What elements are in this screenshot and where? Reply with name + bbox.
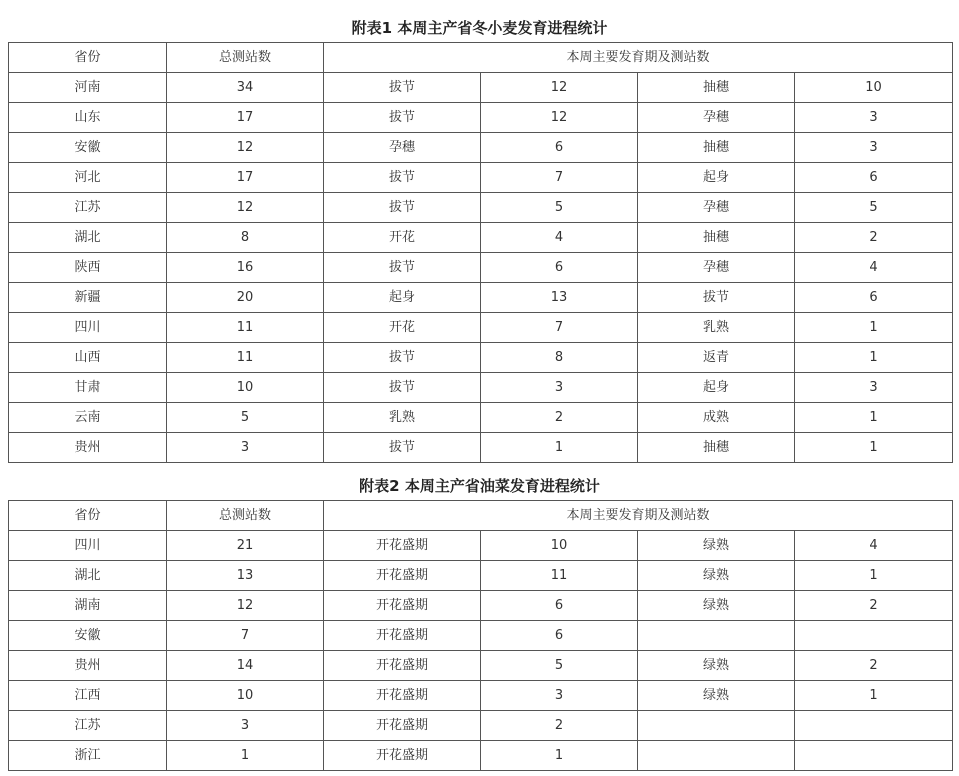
header-province: 省份	[9, 501, 167, 531]
stage1-count-cell: 6	[481, 253, 638, 283]
province-cell: 河南	[9, 73, 167, 103]
province-cell: 安徽	[9, 133, 167, 163]
stage1-name-cell: 拔节	[324, 373, 481, 403]
stage2-count-cell: 3	[795, 133, 953, 163]
table-row	[9, 73, 953, 103]
stage2-name-cell: 绿熟	[638, 651, 795, 681]
stage1-name-cell: 开花盛期	[324, 711, 481, 741]
stage1-name-cell: 拔节	[324, 343, 481, 373]
total-stations-cell: 13	[167, 561, 324, 591]
table-row	[9, 561, 953, 591]
table-row	[9, 621, 953, 651]
total-stations-cell: 12	[167, 193, 324, 223]
stage1-name-cell: 拔节	[324, 163, 481, 193]
stage1-name-cell: 开花盛期	[324, 651, 481, 681]
stage2-name-cell: 拔节	[638, 283, 795, 313]
stage2-name-cell	[638, 711, 795, 741]
stage2-count-cell: 4	[795, 531, 953, 561]
stage2-count-cell: 1	[795, 561, 953, 591]
table-row	[9, 283, 953, 313]
province-cell: 四川	[9, 531, 167, 561]
stage1-count-cell: 1	[481, 741, 638, 771]
stage2-count-cell	[795, 621, 953, 651]
stage2-name-cell: 绿熟	[638, 681, 795, 711]
total-stations-cell: 12	[167, 133, 324, 163]
stage1-name-cell: 开花盛期	[324, 561, 481, 591]
stage1-count-cell: 3	[481, 373, 638, 403]
header-stages: 本周主要发育期及测站数	[324, 501, 953, 531]
stage2-name-cell	[638, 621, 795, 651]
rapeseed-table-caption: 附表2 本周主产省油菜发育进程统计	[359, 477, 600, 495]
table-row	[9, 711, 953, 741]
total-stations-cell: 10	[167, 373, 324, 403]
table-row	[9, 223, 953, 253]
province-cell: 江苏	[9, 193, 167, 223]
province-cell: 甘肃	[9, 373, 167, 403]
table-row	[9, 681, 953, 711]
table-row	[9, 651, 953, 681]
total-stations-cell: 17	[167, 163, 324, 193]
stage1-count-cell: 6	[481, 133, 638, 163]
table-row	[9, 343, 953, 373]
stage1-count-cell: 6	[481, 591, 638, 621]
total-stations-cell: 10	[167, 681, 324, 711]
total-stations-cell: 17	[167, 103, 324, 133]
table-row	[9, 253, 953, 283]
stage2-name-cell	[638, 741, 795, 771]
total-stations-cell: 21	[167, 531, 324, 561]
header-total-stations: 总测站数	[167, 501, 324, 531]
stage1-count-cell: 6	[481, 621, 638, 651]
total-stations-cell: 12	[167, 591, 324, 621]
stage2-name-cell: 孕穗	[638, 253, 795, 283]
stage2-count-cell: 1	[795, 433, 953, 463]
stage1-count-cell: 12	[481, 73, 638, 103]
province-cell: 陕西	[9, 253, 167, 283]
stage2-name-cell: 抽穗	[638, 73, 795, 103]
rapeseed-progress-table	[8, 500, 953, 771]
stage1-count-cell: 5	[481, 193, 638, 223]
table-row	[9, 373, 953, 403]
stage1-count-cell: 10	[481, 531, 638, 561]
total-stations-cell: 3	[167, 711, 324, 741]
province-cell: 江西	[9, 681, 167, 711]
stage1-count-cell: 2	[481, 711, 638, 741]
stage2-count-cell: 1	[795, 343, 953, 373]
stage2-count-cell	[795, 741, 953, 771]
stage1-name-cell: 起身	[324, 283, 481, 313]
province-cell: 浙江	[9, 741, 167, 771]
province-cell: 河北	[9, 163, 167, 193]
total-stations-cell: 34	[167, 73, 324, 103]
total-stations-cell: 14	[167, 651, 324, 681]
stage1-name-cell: 拔节	[324, 73, 481, 103]
stage1-name-cell: 乳熟	[324, 403, 481, 433]
table-row	[9, 103, 953, 133]
stage1-name-cell: 开花盛期	[324, 531, 481, 561]
stage2-count-cell: 2	[795, 591, 953, 621]
stage2-name-cell: 起身	[638, 373, 795, 403]
stage2-name-cell: 抽穗	[638, 223, 795, 253]
stage2-name-cell: 孕穗	[638, 193, 795, 223]
table-header-row	[9, 501, 953, 531]
province-cell: 贵州	[9, 651, 167, 681]
stage1-name-cell: 开花盛期	[324, 681, 481, 711]
stage2-count-cell: 3	[795, 373, 953, 403]
stage2-count-cell	[795, 711, 953, 741]
stage2-name-cell: 绿熟	[638, 531, 795, 561]
table-row	[9, 313, 953, 343]
stage2-count-cell: 6	[795, 283, 953, 313]
total-stations-cell: 3	[167, 433, 324, 463]
stage2-name-cell: 成熟	[638, 403, 795, 433]
stage1-name-cell: 拔节	[324, 253, 481, 283]
table-row	[9, 133, 953, 163]
stage1-count-cell: 12	[481, 103, 638, 133]
stage1-count-cell: 1	[481, 433, 638, 463]
total-stations-cell: 7	[167, 621, 324, 651]
total-stations-cell: 5	[167, 403, 324, 433]
total-stations-cell: 8	[167, 223, 324, 253]
stage1-name-cell: 拔节	[324, 433, 481, 463]
stage1-count-cell: 3	[481, 681, 638, 711]
stage1-name-cell: 孕穗	[324, 133, 481, 163]
table-row	[9, 591, 953, 621]
wheat-table-caption: 附表1 本周主产省冬小麦发育进程统计	[351, 19, 608, 37]
stage1-count-cell: 13	[481, 283, 638, 313]
header-province: 省份	[9, 43, 167, 73]
stage2-name-cell: 绿熟	[638, 591, 795, 621]
province-cell: 湖南	[9, 591, 167, 621]
stage1-count-cell: 8	[481, 343, 638, 373]
stage1-count-cell: 5	[481, 651, 638, 681]
total-stations-cell: 20	[167, 283, 324, 313]
table-row	[9, 193, 953, 223]
stage2-count-cell: 1	[795, 403, 953, 433]
province-cell: 湖北	[9, 561, 167, 591]
stage2-count-cell: 2	[795, 223, 953, 253]
table-header-row	[9, 43, 953, 73]
stage1-count-cell: 7	[481, 313, 638, 343]
stage2-count-cell: 1	[795, 313, 953, 343]
stage1-count-cell: 2	[481, 403, 638, 433]
stage2-count-cell: 10	[795, 73, 953, 103]
stage2-count-cell: 2	[795, 651, 953, 681]
province-cell: 江苏	[9, 711, 167, 741]
stage1-name-cell: 开花	[324, 223, 481, 253]
stage2-name-cell: 抽穗	[638, 433, 795, 463]
wheat-progress-table	[8, 42, 953, 463]
stage2-name-cell: 孕穗	[638, 103, 795, 133]
table-row	[9, 741, 953, 771]
province-cell: 贵州	[9, 433, 167, 463]
total-stations-cell: 1	[167, 741, 324, 771]
stage1-name-cell: 拔节	[324, 103, 481, 133]
province-cell: 云南	[9, 403, 167, 433]
stage1-name-cell: 开花盛期	[324, 741, 481, 771]
stage2-count-cell: 3	[795, 103, 953, 133]
province-cell: 山西	[9, 343, 167, 373]
stage2-count-cell: 6	[795, 163, 953, 193]
table-row	[9, 163, 953, 193]
total-stations-cell: 11	[167, 343, 324, 373]
stage2-count-cell: 1	[795, 681, 953, 711]
stage1-count-cell: 7	[481, 163, 638, 193]
total-stations-cell: 16	[167, 253, 324, 283]
stage2-name-cell: 抽穗	[638, 133, 795, 163]
stage1-name-cell: 开花盛期	[324, 621, 481, 651]
header-stages: 本周主要发育期及测站数	[324, 43, 953, 73]
stage1-name-cell: 拔节	[324, 193, 481, 223]
table-row	[9, 433, 953, 463]
stage2-count-cell: 4	[795, 253, 953, 283]
stage2-name-cell: 返青	[638, 343, 795, 373]
total-stations-cell: 11	[167, 313, 324, 343]
table-row	[9, 403, 953, 433]
header-total-stations: 总测站数	[167, 43, 324, 73]
province-cell: 安徽	[9, 621, 167, 651]
province-cell: 新疆	[9, 283, 167, 313]
stage2-name-cell: 乳熟	[638, 313, 795, 343]
stage1-count-cell: 4	[481, 223, 638, 253]
stage1-name-cell: 开花	[324, 313, 481, 343]
stage2-name-cell: 起身	[638, 163, 795, 193]
province-cell: 四川	[9, 313, 167, 343]
province-cell: 湖北	[9, 223, 167, 253]
stage1-count-cell: 11	[481, 561, 638, 591]
province-cell: 山东	[9, 103, 167, 133]
stage2-count-cell: 5	[795, 193, 953, 223]
stage1-name-cell: 开花盛期	[324, 591, 481, 621]
table-row	[9, 531, 953, 561]
stage2-name-cell: 绿熟	[638, 561, 795, 591]
